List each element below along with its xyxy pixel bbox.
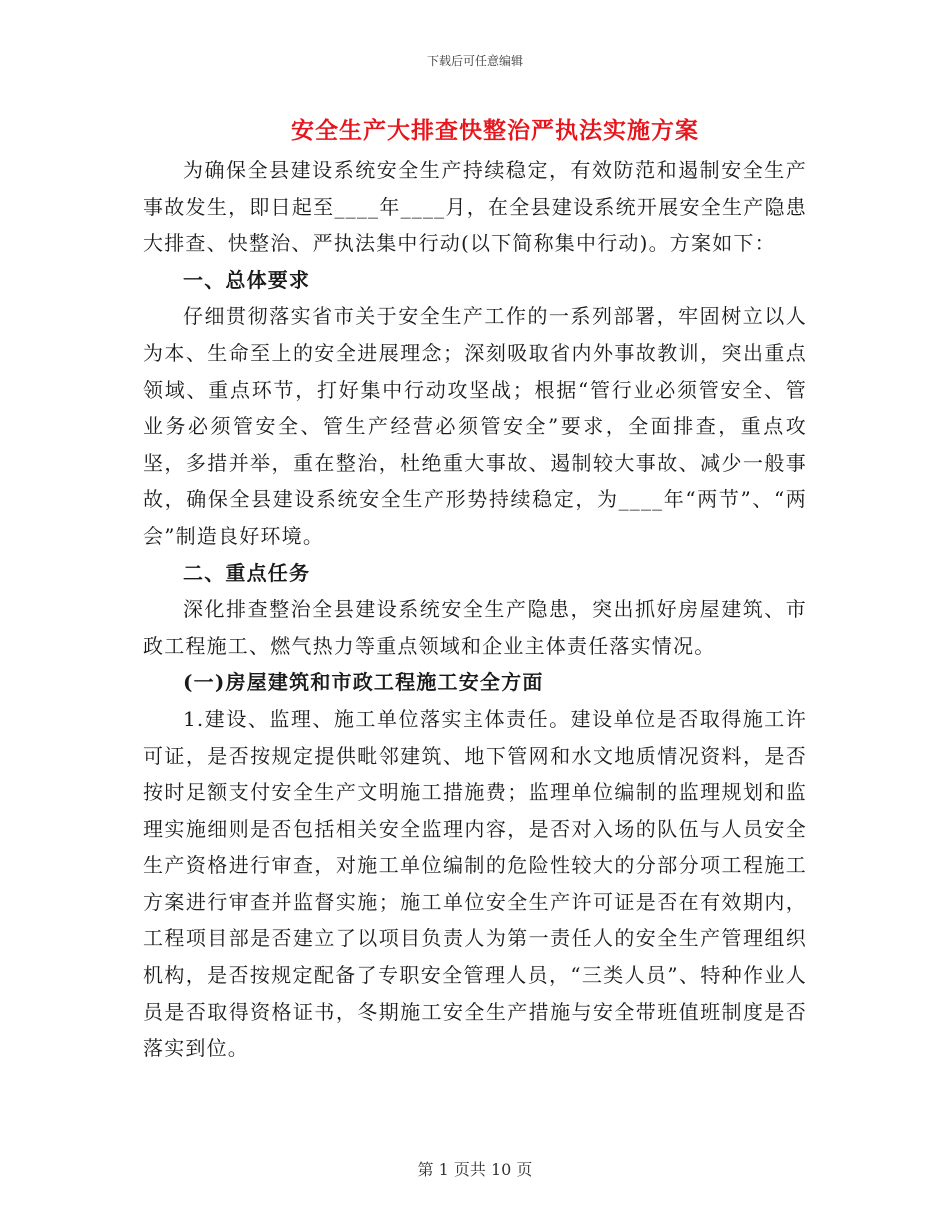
section-2-heading: 二、重点任务 [183,560,311,585]
header-note: 下载后可任意编辑 [426,54,523,68]
document-title: 安全生产大排查快整治严执法实施方案 [291,117,699,144]
document-body [143,152,807,1067]
subsection-1-heading: (一)房屋建筑和市政工程施工安全方面 [183,670,544,695]
subsection-1-item-1: 1.建设、监理、施工单位落实主体责任。建设单位是否取得施工许可证，是否按规定提供毗邻建筑、地下管网和水文地质情况资料，是否按时足额支付安全生产文明施工措施费；监理单位编制的监理规划和监理实施细则是否包括相关安全监理内容，是否对入场的队伍与人员安全生产资格进行审查，对施工单位编制的危险性较大的分部分项工程施工方案进行审查并监督实施；施工单位安全生产许可证是否在有效期内，工程项目部是否建立了以项目负责人为第一责任人的安全生产管理组织机构，是否按规定配备了专职安全管理人员，“三类人员”、特种作业人员是否取得资格证书，冬期施工安全生产措施与安全带班值班制度是否落实到位。 [143,706,807,1061]
section-1-paragraph: 仔细贯彻落实省市关于安全生产工作的一系列部署，牢固树立以人为本、生命至上的安全进展理念；深刻吸取省内外事故教训，突出重点领域、重点环节，打好集中行动攻坚战；根据“管行业必须管安全、管业务必须管安全、管生产经营必须管安全”要求，全面排查，重点攻坚，多措并举，重在整治，杜绝重大事故、遏制较大事故、减少一般事故，确保全县建设系统安全生产形势持续稳定，为____年“两节”、“两会”制造良好环境。 [143,304,807,548]
section-1-heading: 一、总体要求 [183,267,311,292]
intro-paragraph: 为确保全县建设系统安全生产持续稳定，有效防范和遏制安全生产事故发生，即日起至____年____月，在全县建设系统开展安全生产隐患大排查、快整治、严执法集中行动(以下简称集中行动)。方案如下： [143,158,807,256]
section-2-paragraph: 深化排查整治全县建设系统安全生产隐患，突出抓好房屋建筑、市政工程施工、燃气热力等重点领域和企业主体责任落实情况。 [143,597,807,658]
page-footer: 第 1 页共 10 页 [417,1160,533,1179]
